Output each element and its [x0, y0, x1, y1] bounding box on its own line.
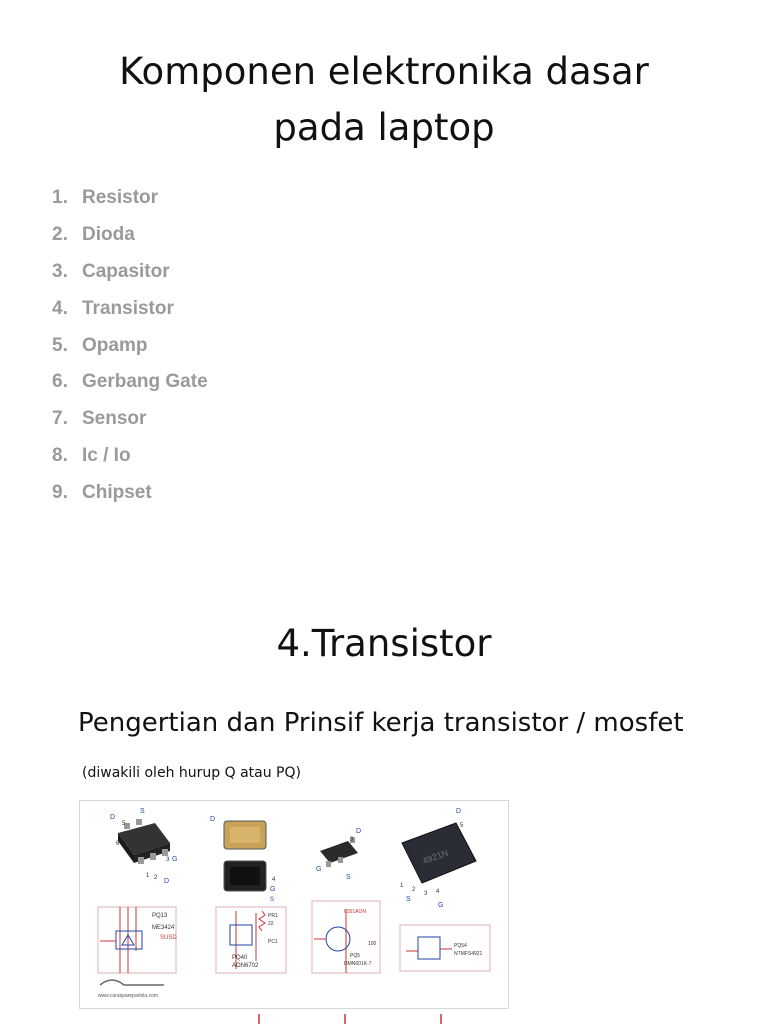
schematic-pq13: [98, 907, 177, 973]
schematic-pq40: [216, 907, 286, 973]
item-label: Dioda: [82, 223, 135, 245]
schematic-label: 22: [268, 921, 274, 927]
pin-label: D: [164, 878, 170, 885]
item-number: 5.: [52, 334, 68, 356]
component-list: [52, 184, 208, 516]
list-item: [52, 258, 208, 295]
section-subtitle: Pengertian dan Prinsif kerja transistor / mosfet: [78, 708, 684, 738]
schematic-label: PQ54: [454, 943, 467, 949]
list-item: [52, 479, 208, 516]
pin-number: 1: [400, 883, 404, 889]
pin-label: D: [110, 814, 116, 821]
item-number: 1.: [52, 187, 68, 208]
schematic-label: 6351AON: [344, 909, 366, 915]
section-title: 4.Transistor: [276, 622, 492, 665]
mosfet-illustration: [80, 801, 508, 1008]
pin-label: G: [270, 886, 276, 893]
watermark-text: www.curasparepartsla.com: [98, 993, 159, 999]
pin-label: S: [406, 896, 411, 903]
watermark: [98, 980, 164, 999]
sot23-6-package: [110, 808, 177, 885]
powerpak-package: [210, 816, 276, 903]
so8-package: [400, 808, 476, 909]
chip-marking: 4921N: [421, 847, 450, 867]
pin-label: D: [456, 808, 462, 815]
item-label: Transistor: [82, 297, 174, 319]
pin-label: G: [316, 866, 322, 873]
item-number: 7.: [52, 408, 68, 430]
schematic-label: PQ13: [152, 913, 168, 919]
schematic-label: PR1: [268, 913, 278, 919]
pin-number: 4: [272, 877, 276, 883]
pin-label: S: [346, 874, 351, 881]
item-number: 9.: [52, 482, 68, 504]
item-label: Resistor: [82, 187, 159, 208]
list-item: [52, 332, 208, 369]
schematic-label: PC1: [268, 939, 278, 945]
item-number: 8.: [52, 445, 68, 467]
slide-title: [0, 44, 768, 156]
pin-number: 3: [350, 837, 354, 843]
pin-label: S: [140, 808, 145, 815]
schematic-pq54: [400, 925, 490, 971]
list-item: [52, 184, 208, 221]
item-number: 6.: [52, 371, 68, 393]
title-line-2: pada laptop: [273, 106, 495, 149]
mosfet-figure: [79, 800, 509, 1009]
item-label: Sensor: [82, 408, 147, 430]
pin-number: 5: [460, 823, 464, 829]
schematic-label: SUSD: [160, 935, 177, 941]
schematic-pq5: [312, 901, 380, 973]
schematic-label: 100: [368, 941, 377, 947]
next-figure-edge: [0, 1010, 768, 1024]
schematic-label: NTMFS4921: [454, 951, 483, 957]
schematic-label: DMN601K-7: [344, 961, 372, 967]
item-number: 3.: [52, 260, 68, 282]
pin-label: S: [270, 897, 275, 903]
title-line-1: Komponen elektronika dasar: [119, 50, 649, 93]
list-item: [52, 221, 208, 258]
pin-number: 3: [166, 857, 170, 863]
item-number: 4.: [52, 297, 68, 319]
pin-number: 5: [122, 821, 126, 827]
schematic-label: PQ40: [232, 955, 248, 961]
pin-number: 3: [424, 891, 428, 897]
item-label: Chipset: [82, 482, 152, 504]
pin-label: G: [438, 902, 444, 909]
pin-label: G: [172, 856, 178, 863]
pin-number: 6: [116, 841, 120, 847]
item-label: Opamp: [82, 334, 148, 356]
list-item: [52, 405, 208, 442]
item-number: 2.: [52, 223, 68, 245]
pin-label: D: [356, 828, 362, 835]
item-label: Ic / Io: [82, 445, 131, 467]
pin-number: 4: [436, 889, 440, 895]
list-item: [52, 368, 208, 405]
list-item: [52, 295, 208, 332]
sot23-package: [316, 828, 361, 881]
pin-number: 2: [154, 875, 158, 881]
pin-number: 2: [412, 887, 416, 893]
schematic-label: PQ5: [350, 953, 361, 959]
item-label: Gerbang Gate: [82, 371, 208, 393]
schematic-label: ME3424: [152, 925, 175, 931]
pin-label: D: [210, 816, 216, 823]
pin-number: 1: [146, 873, 150, 879]
section-note: (diwakili oleh hurup Q atau PQ): [82, 765, 301, 781]
item-label: Capasitor: [82, 260, 170, 282]
list-item: [52, 442, 208, 479]
schematic-label: AON6702: [232, 963, 259, 969]
